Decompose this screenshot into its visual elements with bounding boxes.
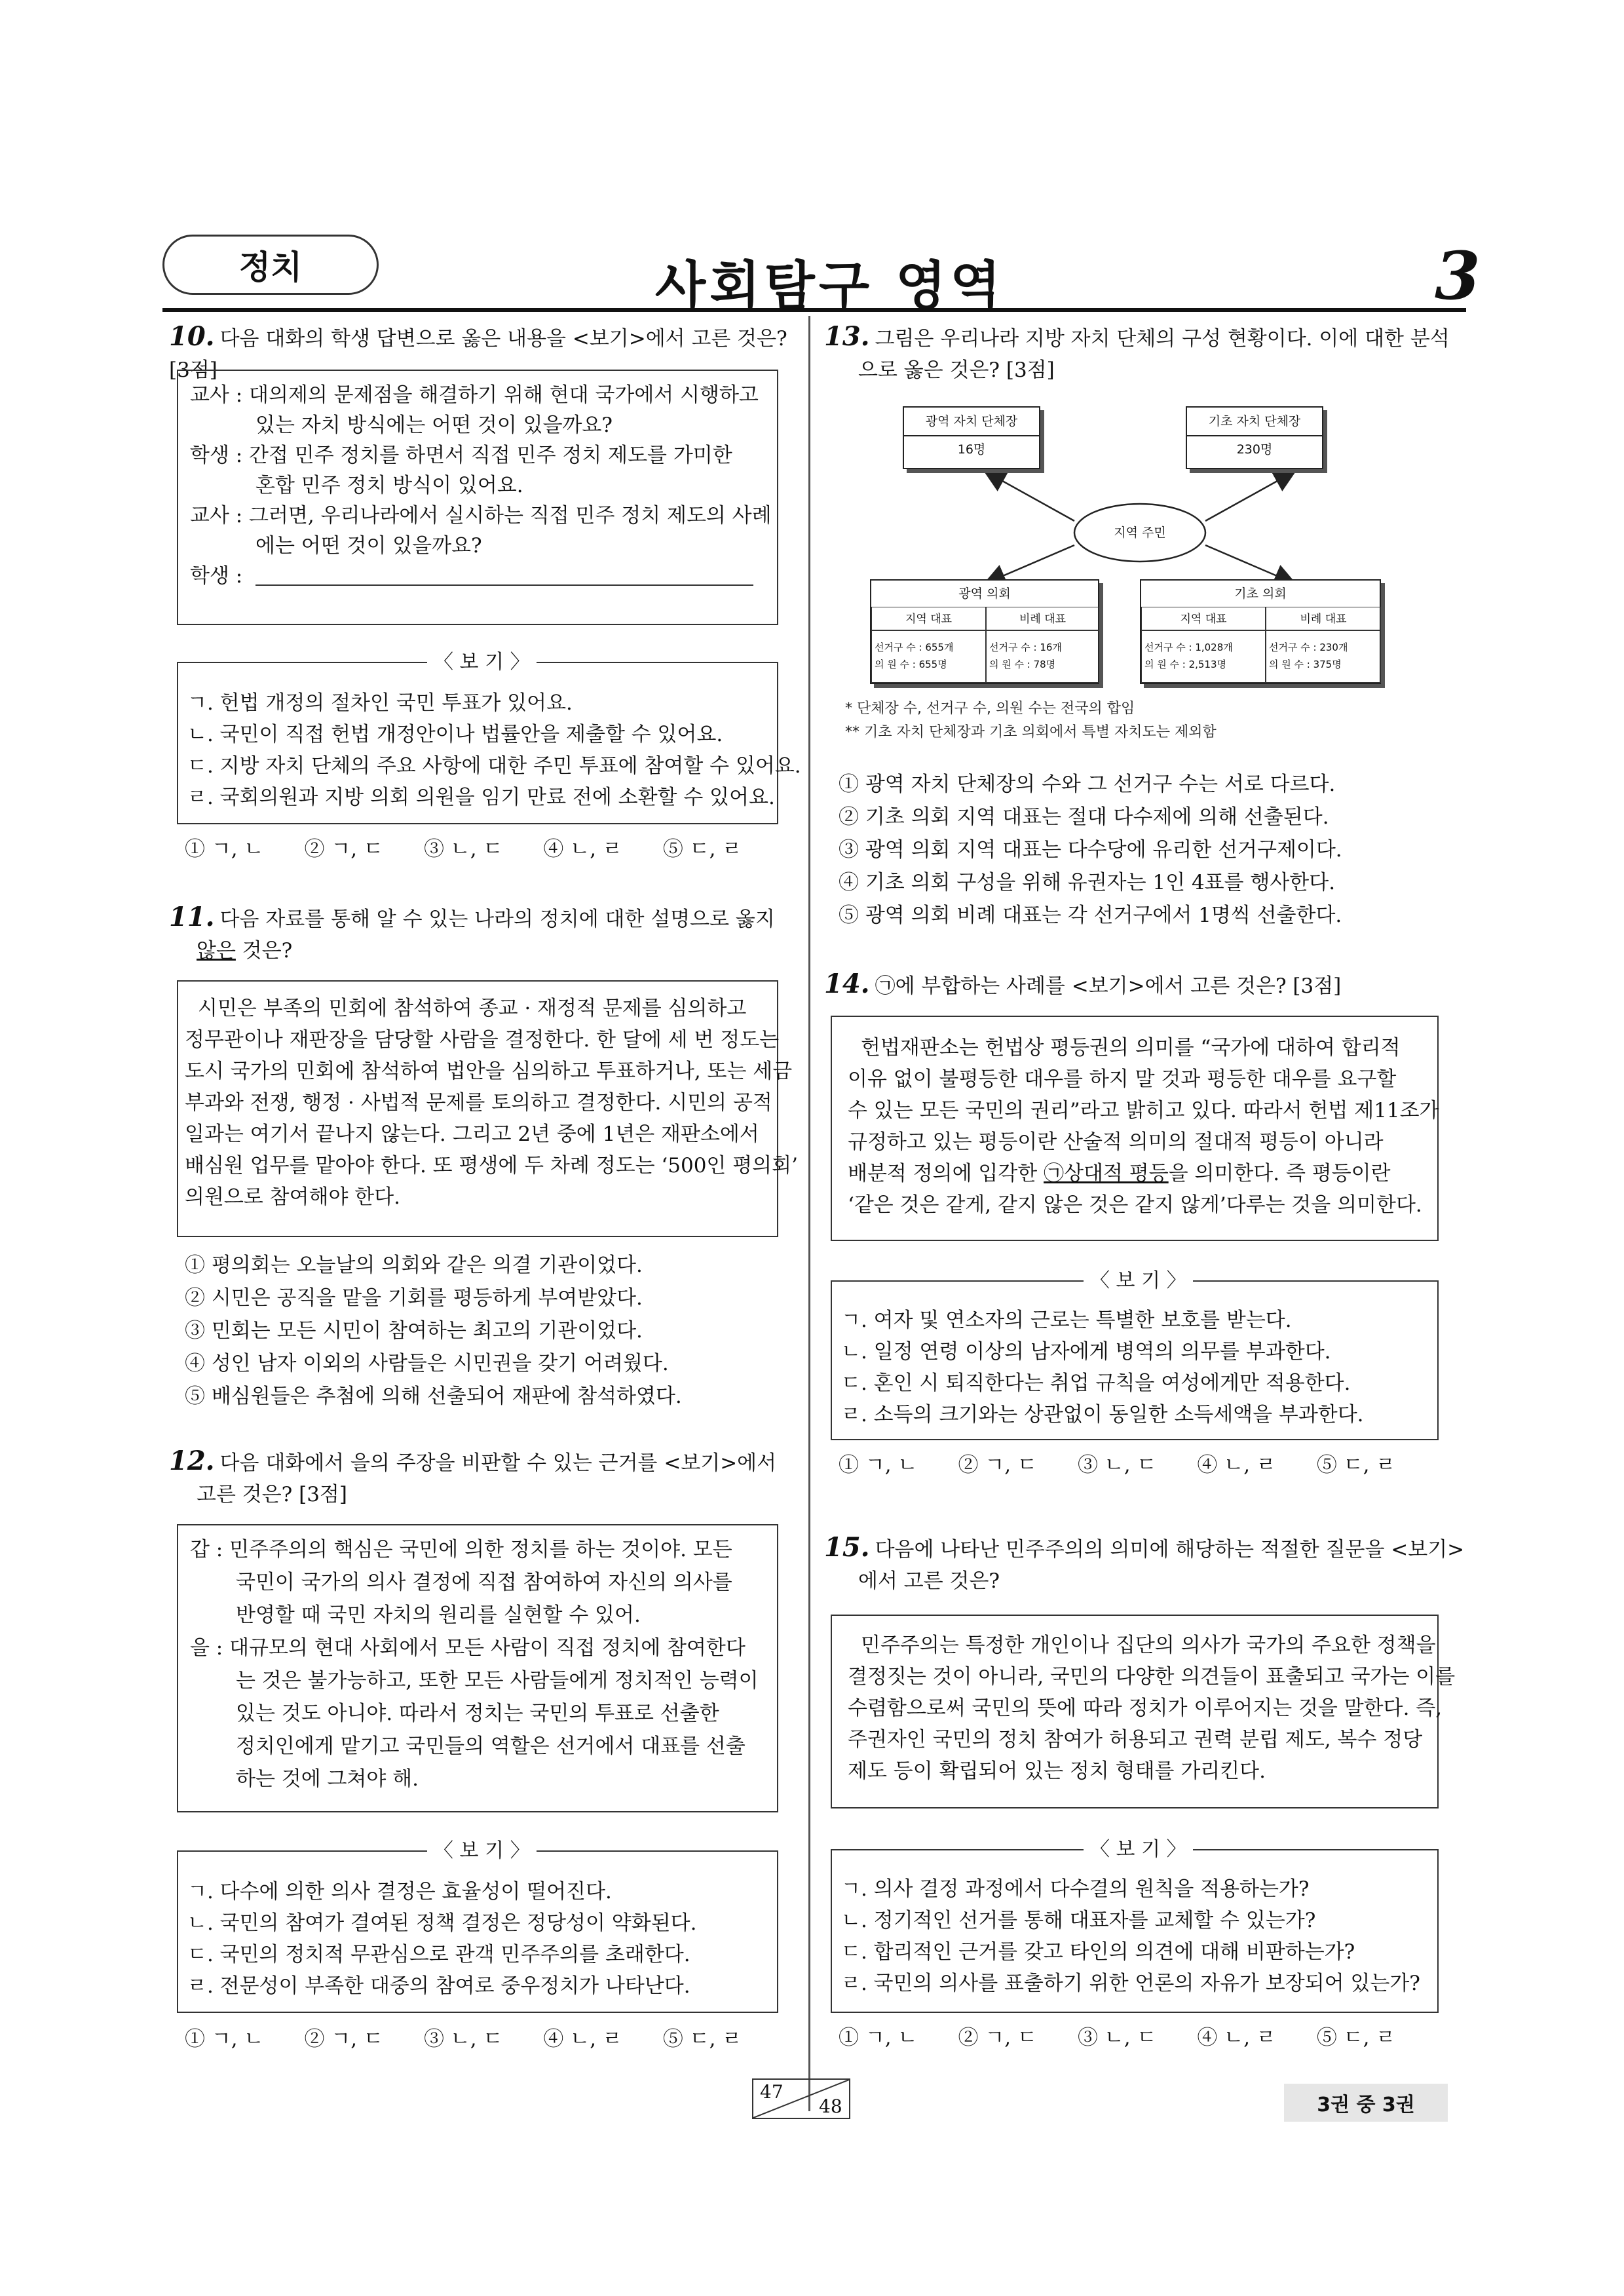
q14-choices [839, 1451, 1436, 1480]
q15-bogi-item: ㄹ. 국민의 의사를 표출하기 위한 언론의 자유가 보장되어 있는가? [841, 1972, 1420, 1995]
q13-question-line1: 그림은 우리나라 지방 자치 단체의 구성 현황이다. 이에 대한 분석 [875, 327, 1450, 351]
regional-head-count: 16명 [957, 442, 986, 457]
q13-option[interactable]: ④ 기초 의회 구성을 위해 유권자는 1인 4표를 행사한다. [839, 871, 1336, 894]
q11-passage-line: 일과는 여기서 끝나지 않는다. 그리고 2년 중에 1년은 재판소에서 [185, 1122, 759, 1146]
q11-passage-line: 부과와 전쟁, 행정 · 사법적 문제를 토의하고 결정한다. 시민의 공적 [185, 1091, 772, 1115]
q15-bogi-box [831, 1838, 1439, 2013]
q11-negation: 않은 [197, 939, 236, 963]
q12-dialog-line: 국민이 국가의 의사 결정에 직접 참여하여 자신의 의사를 [236, 1571, 732, 1594]
q13-option[interactable]: ② 기초 의회 지역 대표는 절대 다수제에 의해 선출된다. [839, 805, 1329, 829]
q10-dialog-line: 학생 : [190, 564, 243, 588]
q11-passage-line: 배심원 업무를 맡아야 한다. 또 평생에 두 차례 정도는 ‘500인 평의회’ [185, 1154, 798, 1177]
q15-passage-box [831, 1615, 1456, 1808]
arrow-to-regional-council [986, 545, 1074, 583]
q10-bogi-item: ㄹ. 국회의원과 지방 의회 의원을 임기 만료 전에 소환할 수 있어요. [187, 786, 775, 809]
q12-choice[interactable]: ⑤ ㄷ, ㄹ [662, 2027, 742, 2051]
q11-option[interactable]: ③ 민회는 모든 시민이 참여하는 최고의 기관이었다. [185, 1319, 643, 1343]
q15-prompt [824, 1532, 1466, 1597]
q15-number: 15. [824, 1532, 870, 1563]
q10-bogi-item: ㄷ. 지방 자치 단체의 주요 사항에 대한 주민 투표에 참여할 수 있어요. [187, 754, 801, 778]
q14-passage-line: 규정하고 있는 평등이란 산술적 의미의 절대적 평등이 아니라 [848, 1130, 1384, 1154]
q14-choice[interactable]: ⑤ ㄷ, ㄹ [1316, 1453, 1396, 1477]
q15-passage-line: 주권자인 국민의 정치 참여가 허용되고 권력 분립 제도, 복수 정당 [848, 1728, 1423, 1751]
q15-bogi-title: 〈 보 기 〉 [1084, 1840, 1193, 1860]
q15-passage-line: 결정짓는 것이 아니라, 국민의 다양한 의견들이 표출되고 국가는 이를 [848, 1665, 1456, 1689]
q11-prompt [169, 902, 798, 966]
q11-passage-line: 의원으로 참여해야 한다. [185, 1185, 401, 1209]
q10-dialog-line: 학생 : 간접 민주 정치를 하면서 직접 민주 정치 제도를 가미한 [190, 444, 732, 467]
q10-choice[interactable]: ③ ㄴ, ㄷ [423, 837, 503, 861]
q10-choice[interactable]: ⑤ ㄷ, ㄹ [662, 837, 742, 861]
arrow-to-regional-head [986, 472, 1074, 521]
q14-passage-line: ‘같은 것은 같게, 같지 않은 것은 같지 않게’다루는 것을 의미한다. [848, 1193, 1422, 1217]
q11-option[interactable]: ⑤ 배심원들은 추첨에 의해 선출되어 재판에 참석하였다. [185, 1385, 682, 1408]
q13-note: ** 기초 자치 단체장과 기초 의회에서 특별 자치도는 제외함 [845, 724, 1217, 740]
q14-choice[interactable]: ① ㄱ, ㄴ [839, 1453, 918, 1477]
q10-dialog-line: 있는 자치 방식에는 어떤 것이 있을까요? [255, 413, 613, 437]
q14-passage-box [831, 1016, 1439, 1241]
q12-question-line2: 고른 것은? [3점] [197, 1483, 347, 1506]
q10-dialog-line: 에는 어떤 것이 있을까요? [255, 534, 482, 558]
q15-choice[interactable]: ④ ㄴ, ㄹ [1197, 2026, 1276, 2050]
q12-dialog-line: 정치인에게 맡기고 국민들의 역할은 선거에서 대표를 선출 [236, 1734, 746, 1758]
q14-underlined-term: ㉠상대적 평등 [1044, 1162, 1169, 1185]
q12-dialog-box [177, 1524, 778, 1812]
q10-bogi-title: 〈 보 기 〉 [427, 653, 537, 672]
regional-council-col2-values: 선거구 수 : 16개 의 원 수 : 78명 [986, 630, 1099, 683]
page-left: 47 [760, 2081, 784, 2103]
q11-option[interactable]: ④ 성인 남자 이외의 사람들은 시민권을 갖기 어려웠다. [185, 1352, 669, 1375]
q12-bogi-box [177, 1839, 778, 2013]
q14-bogi-item: ㄷ. 혼인 시 퇴직한다는 취업 규칙을 여성에게만 적용한다. [841, 1371, 1351, 1395]
q12-bogi-item: ㄱ. 다수에 의한 의사 결정은 효율성이 떨어진다. [187, 1880, 612, 1904]
q12-dialog-line: 는 것은 불가능하고, 또한 모든 사람들에게 정치적인 능력이 [236, 1669, 759, 1693]
q10-dialog-line: 교사 : 그러면, 우리나라에서 실시하는 직접 민주 정치 제도의 사례 [190, 504, 772, 527]
regional-council-col1: 지역 대표 [871, 607, 986, 630]
q12-dialog-line: 을 : 대규모의 현대 사회에서 모든 사람이 직접 정치에 참여한다 [190, 1636, 746, 1660]
basic-head-count: 230명 [1236, 442, 1273, 457]
q14-passage-line: 배분적 정의에 입각한 ㉠상대적 평등을 의미한다. 즉 평등이란 [848, 1162, 1391, 1185]
basic-council-title: 기초 의회 [1141, 581, 1380, 607]
q10-choice[interactable]: ① ㄱ, ㄴ [185, 837, 264, 861]
center-label: 지역 주민 [1114, 526, 1166, 540]
q14-bogi-box [831, 1269, 1439, 1440]
regional-head-box [903, 406, 1040, 469]
regional-council-col1-values: 선거구 수 : 655개 의 원 수 : 655명 [871, 630, 986, 683]
q11-option[interactable]: ② 시민은 공직을 맡을 기회를 평등하게 부여받았다. [185, 1286, 643, 1310]
q15-passage-line: 민주주의는 특정한 개인이나 집단의 의사가 국가의 주요한 정책을 [861, 1634, 1436, 1657]
q15-bogi-item: ㄷ. 합리적인 근거를 갖고 타인의 의견에 대해 비판하는가? [841, 1940, 1355, 1964]
q12-dialog-line: 갑 : 민주주의의 핵심은 국민에 의한 정치를 하는 것이야. 모든 [190, 1538, 732, 1561]
header-rule [162, 308, 1466, 312]
column-divider [808, 316, 810, 2111]
q14-number: 14. [824, 968, 870, 999]
q12-dialog-line: 반영할 때 국민 자치의 원리를 실현할 수 있어. [236, 1603, 641, 1627]
q14-prompt [824, 968, 1466, 1002]
q10-bogi-box [177, 651, 801, 824]
basic-head-box [1186, 406, 1323, 469]
q10-dialog-line: 혼합 민주 정치 방식이 있어요. [255, 474, 523, 497]
q13-question-line2: 으로 옳은 것은? [3점] [858, 358, 1055, 382]
basic-council-box [1140, 579, 1381, 684]
q13-option[interactable]: ① 광역 자치 단체장의 수와 그 선거구 수는 서로 다르다. [839, 773, 1336, 796]
q10-dialog-line: 교사 : 대의제의 문제점을 해결하기 위해 현대 국가에서 시행하고 [190, 383, 759, 407]
q12-choices [185, 2025, 782, 2054]
page-title: 사회탐구 영역 [655, 256, 1005, 316]
q14-bogi-title: 〈 보 기 〉 [1084, 1271, 1193, 1291]
q15-choices [839, 2023, 1436, 2052]
q10-choice[interactable]: ④ ㄴ, ㄹ [543, 837, 622, 861]
q14-question: ㉠에 부합하는 사례를 <보기>에서 고른 것은? [3점] [875, 974, 1342, 998]
q15-question-line2: 에서 고른 것은? [858, 1569, 1000, 1593]
q14-bogi-item: ㄴ. 일정 연령 이상의 남자에게 병역의 의무를 부과한다. [841, 1340, 1331, 1364]
basic-council-col1: 지역 대표 [1141, 607, 1266, 630]
q15-question-line1: 다음에 나타난 민주주의의 의미에 해당하는 적절한 질문을 <보기> [875, 1538, 1465, 1561]
q12-choice[interactable]: ① ㄱ, ㄴ [185, 2027, 264, 2051]
q13-prompt [824, 321, 1466, 386]
q13-option[interactable]: ③ 광역 의회 지역 대표는 다수당에 유리한 선거구제이다. [839, 838, 1342, 862]
q15-choice[interactable]: ⑤ ㄷ, ㄹ [1316, 2026, 1396, 2050]
q10-bogi-item: ㄴ. 국민이 직접 헌법 개정안이나 법률안을 제출할 수 있어요. [187, 723, 723, 746]
q15-passage-line: 제도 등이 확립되어 있는 정치 형태를 가리킨다. [848, 1759, 1266, 1783]
q12-choice[interactable]: ③ ㄴ, ㄷ [423, 2027, 503, 2051]
q14-passage-line: 헌법재판소는 헌법상 평등권의 의미를 “국가에 대하여 합리적 [861, 1036, 1401, 1060]
page-right: 48 [819, 2095, 842, 2117]
q10-bogi-item: ㄱ. 헌법 개정의 절차인 국민 투표가 있어요. [187, 691, 573, 715]
q13-option[interactable]: ⑤ 광역 의회 비례 대표는 각 선거구에서 1명씩 선출한다. [839, 904, 1342, 927]
q14-choice[interactable]: ④ ㄴ, ㄹ [1197, 1453, 1276, 1477]
q11-passage-line: 정무관이나 재판장을 담당할 사람을 결정한다. 한 달에 세 번 정도는 [185, 1028, 780, 1052]
q11-question-line2: 않은 것은? [197, 939, 293, 963]
q12-bogi-item: ㄹ. 전문성이 부족한 대중의 참여로 중우정치가 나타난다. [187, 1974, 690, 1998]
regional-council-title: 광역 의회 [871, 581, 1098, 607]
arrow-to-basic-council [1205, 545, 1294, 583]
q14-passage-line: 수 있는 모든 국민의 권리”라고 밝히고 있다. 따라서 헌법 제11조가 [848, 1099, 1439, 1122]
q11-passage-box [177, 980, 798, 1237]
q12-bogi-title: 〈 보 기 〉 [427, 1841, 537, 1861]
arrow-to-basic-head [1205, 472, 1294, 521]
q11-option[interactable]: ① 평의회는 오늘날의 의회와 같은 의결 기관이었다. [185, 1253, 643, 1277]
q14-bogi-item: ㄱ. 여자 및 연소자의 근로는 특별한 보호를 받는다. [841, 1309, 1292, 1332]
volume-label: 3권 중 3권 [1284, 2084, 1448, 2122]
q14-bogi-item: ㄹ. 소득의 크기와는 상관없이 동일한 소득세액을 부과한다. [841, 1403, 1364, 1426]
q12-prompt [169, 1445, 798, 1510]
q14-choice[interactable]: ② ㄱ, ㄷ [958, 1453, 1037, 1477]
q15-bogi-item: ㄴ. 정기적인 선거를 통해 대표자를 교체할 수 있는가? [841, 1909, 1316, 1932]
regional-council-col2: 비례 대표 [986, 607, 1099, 630]
q12-number: 12. [169, 1445, 215, 1476]
basic-council-col2-values: 선거구 수 : 230개 의 원 수 : 375명 [1266, 630, 1381, 683]
q10-question: 다음 대화의 학생 답변으로 옳은 내용을 <보기>에서 고른 것은? [3점] [169, 327, 787, 382]
q12-question-line1: 다음 대화에서 을의 주장을 비판할 수 있는 근거를 <보기>에서 [219, 1451, 777, 1475]
q10-choices [185, 835, 782, 864]
q12-bogi-item: ㄴ. 국민의 참여가 결여된 정책 결정은 정당성이 약화된다. [187, 1911, 697, 1935]
basic-council-col1-values: 선거구 수 : 1,028개 의 원 수 : 2,513명 [1141, 630, 1266, 683]
q15-choice[interactable]: ① ㄱ, ㄴ [839, 2026, 918, 2050]
q12-dialog-line: 있는 것도 아니야. 따라서 정치는 국민의 투표로 선출한 [236, 1702, 719, 1725]
regional-head-label: 광역 자치 단체장 [904, 408, 1039, 436]
q12-choice[interactable]: ② ㄱ, ㄷ [304, 2027, 383, 2051]
basic-head-label: 기초 자치 단체장 [1187, 408, 1322, 436]
q11-passage-line: 시민은 부족의 민회에 참석하여 종교 · 재정적 문제를 심의하고 [198, 997, 747, 1020]
q11-passage-line: 도시 국가의 민회에 참석하여 법안을 심의하고 투표하거나, 또는 세금 [185, 1060, 793, 1083]
page-number: 3 [1435, 237, 1481, 315]
q13-number: 13. [824, 321, 870, 352]
q10-choice[interactable]: ② ㄱ, ㄷ [304, 837, 383, 861]
q15-passage-line: 수렴함으로써 국민의 뜻에 따라 정치가 이루어지는 것을 말한다. 즉, [848, 1696, 1443, 1720]
q10-dialog-box [177, 370, 778, 625]
q10-answer-blank [255, 584, 753, 586]
q12-dialog-line: 하는 것에 그쳐야 해. [236, 1767, 419, 1791]
basic-council-col2: 비례 대표 [1266, 607, 1381, 630]
q12-choice[interactable]: ④ ㄴ, ㄹ [543, 2027, 622, 2051]
subject-label: 정치 [162, 235, 379, 295]
q14-passage-line: 이유 없이 불평등한 대우를 하지 말 것과 평등한 대우를 요구할 [848, 1067, 1397, 1091]
q14-choice[interactable]: ③ ㄴ, ㄷ [1077, 1453, 1157, 1477]
q15-bogi-item: ㄱ. 의사 결정 과정에서 다수결의 원칙을 적용하는가? [841, 1877, 1310, 1901]
q12-bogi-item: ㄷ. 국민의 정치적 무관심으로 관객 민주주의를 초래한다. [187, 1943, 690, 1966]
footer-page-numbers [752, 2078, 850, 2119]
q10-number: 10. [169, 321, 215, 352]
regional-council-box [870, 579, 1099, 684]
q13-note: * 단체장 수, 선거구 수, 의원 수는 전국의 합임 [845, 700, 1135, 717]
q11-question-line1: 다음 자료를 통해 알 수 있는 나라의 정치에 대한 설명으로 옳지 [219, 908, 775, 931]
q11-number: 11. [169, 902, 215, 932]
q15-choice[interactable]: ② ㄱ, ㄷ [958, 2026, 1037, 2050]
q15-choice[interactable]: ③ ㄴ, ㄷ [1077, 2026, 1157, 2050]
